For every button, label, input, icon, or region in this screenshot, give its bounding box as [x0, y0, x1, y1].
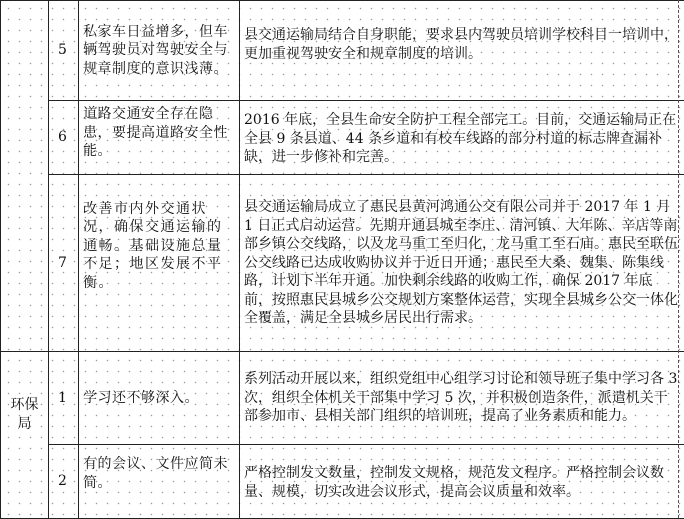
dept-cell-transport	[1, 1, 49, 352]
problem-cell: 学习还不够深入。	[79, 352, 240, 445]
row-number: 6	[49, 101, 79, 175]
table-row	[1, 1, 684, 101]
measure-cell: 县交通运输局结合自身职能，要求县内驾驶员培训学校科目一培训中，更加重视驾驶安全和规章制度的培训。	[240, 1, 684, 101]
measure-cell: 系列活动开展以来，组织党组中心组学习讨论和领导班子集中学习各 3 次，组织全体机关干部集中学习 5 次，并积极创造条件，派遣机关干部参加市、县相关部门组织的培训班，提高了业务素质和能力。	[240, 352, 684, 445]
measure-cell: 2016 年底，全县生命安全防护工程全部完工。目前，交通运输局正在全县 9 条县道、44 条乡道和有校车线路的部分村道的标志牌查漏补缺，进一步修补和完善。	[240, 101, 684, 175]
problem-cell: 道路交通安全存在隐患，要提高道路安全性能。	[79, 101, 240, 175]
table-row	[1, 101, 684, 175]
problem-cell: 有的会议、文件应简未简。	[79, 445, 240, 519]
table-row	[1, 445, 684, 519]
row-number: 5	[49, 1, 79, 101]
row-number: 2	[49, 445, 79, 519]
problem-cell: 改善市内外交通状况，确保交通运输的通畅。基础设施总量不足；地区发展不平衡。	[79, 175, 240, 352]
table-row	[1, 352, 684, 445]
measure-cell: 严格控制发文数量，控制发文规格，规范发文程序。严格控制会议数量、规模，切实改进会议形式，提高会议质量和效率。	[240, 445, 684, 519]
row-number: 1	[49, 352, 79, 445]
dept-name: 环保局	[1, 352, 49, 519]
measure-cell: 县交通运输局成立了惠民县黄河鸿通公交有限公司并于 2017 年 1 月 1 日正式启动运营。先期开通县城至李庄、清河镇、大年陈、辛店等南部乡镇公交线路，以及龙马重工至归化，龙马重工至石庙。惠民至联伍公交线路已达成收购协议并于近日开通；惠民至大桑、魏集、陈集线路，计划下半年开通。加快剩余线路的收购工作，确保 2017 年底前，按照惠民县城乡公交规划方案整体运营，实现全县城乡公交一体化全覆盖，满足全县城乡居民出行需求。	[240, 175, 684, 352]
page-margin-line	[678, 0, 679, 518]
row-number: 7	[49, 175, 79, 352]
table-row	[1, 175, 684, 352]
problem-cell: 私家车日益增多，但车辆驾驶员对驾驶安全与规章制度的意识浅薄。	[79, 1, 240, 101]
